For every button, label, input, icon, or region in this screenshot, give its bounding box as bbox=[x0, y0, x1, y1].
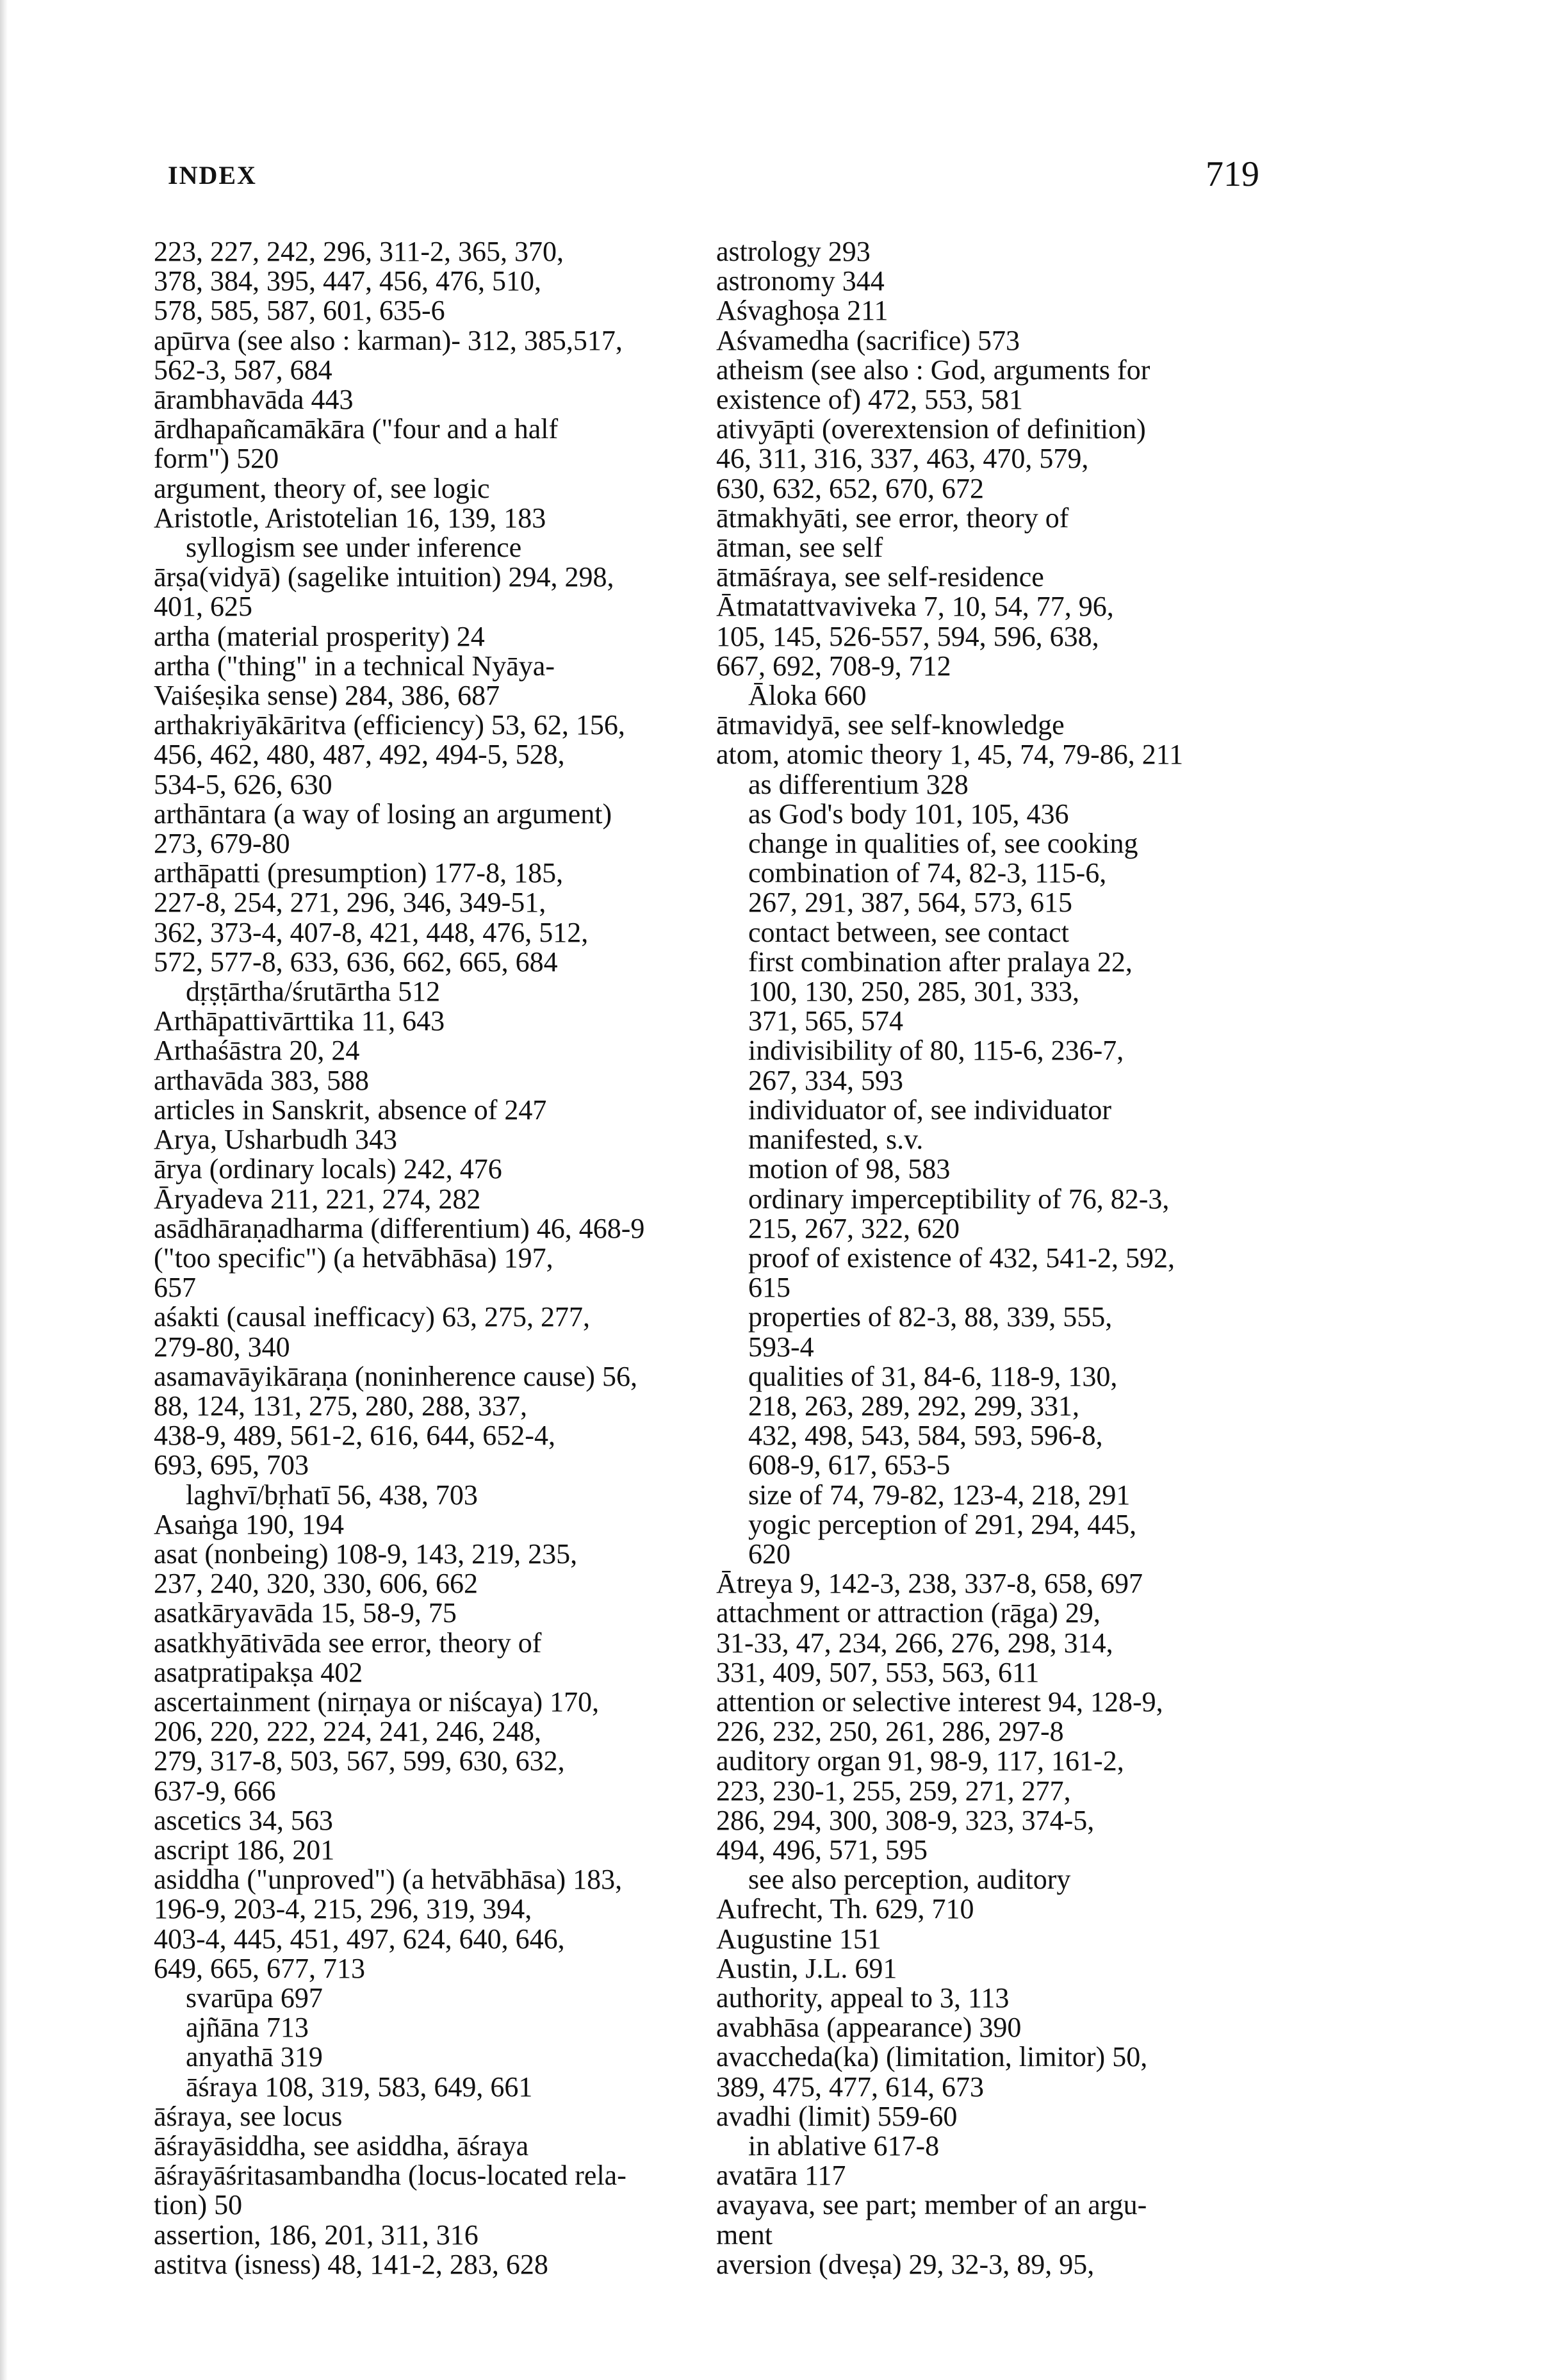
index-entry-line: 649, 665, 677, 713 bbox=[154, 1952, 365, 1984]
index-subentry bbox=[748, 1360, 1280, 1481]
index-entry bbox=[154, 1153, 717, 1185]
index-entry-line: 267, 291, 387, 564, 573, 615 bbox=[748, 887, 1072, 919]
index-entry bbox=[716, 1982, 1280, 2014]
index-entry-line: ārambhavāda 443 bbox=[154, 384, 354, 416]
index-entry bbox=[716, 709, 1280, 741]
index-entry bbox=[154, 1864, 717, 1984]
index-subentry bbox=[748, 946, 1280, 1037]
index-subentry bbox=[748, 680, 1280, 712]
index-entry-line: aśakti (causal inefficacy) 63, 275, 277, bbox=[154, 1301, 590, 1333]
index-entry-line: in ablative 617-8 bbox=[748, 2130, 940, 2162]
index-entry-line: individuator of, see individuator bbox=[748, 1094, 1111, 1126]
index-entry-line: 331, 409, 507, 553, 563, 611 bbox=[716, 1656, 1040, 1688]
index-entry bbox=[154, 1804, 717, 1836]
index-entry-line: anyathā 319 bbox=[186, 2041, 323, 2073]
index-entry-line: Arya, Usharbudh 343 bbox=[154, 1124, 398, 1156]
index-entry bbox=[154, 1538, 717, 1600]
index-entry-line: attention or selective interest 94, 128-9, bbox=[716, 1686, 1163, 1718]
index-entry-line: āśrayāśritasambandha (locus-located rela- bbox=[154, 2160, 626, 2192]
index-entry bbox=[154, 798, 717, 860]
index-entry bbox=[154, 384, 717, 416]
index-entry bbox=[716, 739, 1280, 771]
index-entry-line: ārdhapañcamākāra ("four and a half bbox=[154, 413, 559, 445]
index-entry-line: see also perception, auditory bbox=[748, 1864, 1071, 1896]
index-entry-line: yogic perception of 291, 294, 445, bbox=[748, 1508, 1137, 1540]
index-entry-line: avadhi (limit) 559-60 bbox=[716, 2100, 958, 2132]
index-entry-line: svarūpa 697 bbox=[186, 1982, 323, 2014]
index-subentry bbox=[748, 1479, 1280, 1511]
index-entry-line: 620 bbox=[748, 1538, 790, 1570]
index-subentry bbox=[748, 1035, 1280, 1096]
index-entry-line: ordinary imperceptibility of 76, 82-3, bbox=[748, 1183, 1170, 1215]
index-entry-line: Āryadeva 211, 221, 274, 282 bbox=[154, 1183, 481, 1215]
index-entry-line: existence of) 472, 553, 581 bbox=[716, 384, 1023, 416]
index-entry-line: tion) 50 bbox=[154, 2189, 243, 2221]
index-entry-line: 693, 695, 703 bbox=[154, 1449, 309, 1481]
index-entry-line: auditory organ 91, 98-9, 117, 161-2, bbox=[716, 1745, 1124, 1777]
index-entry-line: contact between, see contact bbox=[748, 916, 1069, 948]
index-entry bbox=[154, 413, 717, 475]
index-entry-line: 223, 227, 242, 296, 311-2, 365, 370, bbox=[154, 236, 564, 267]
index-entry-line: 279, 317-8, 503, 567, 599, 630, 632, bbox=[154, 1745, 565, 1777]
index-entry-line: asat (nonbeing) 108-9, 143, 219, 235, bbox=[154, 1538, 578, 1570]
index-entry-line: qualities of 31, 84-6, 118-9, 130, bbox=[748, 1360, 1118, 1392]
index-subentry bbox=[748, 1508, 1280, 1570]
index-entry bbox=[154, 236, 717, 327]
index-entry bbox=[716, 2189, 1280, 2251]
index-entry bbox=[154, 502, 717, 534]
index-entry-line: asiddha ("unproved") (a hetvābhāsa) 183, bbox=[154, 1864, 623, 1896]
index-subentry bbox=[748, 1094, 1280, 1126]
index-entry-line: Aśvamedha (sacrifice) 573 bbox=[716, 324, 1020, 356]
index-entry bbox=[716, 561, 1280, 593]
index-subentry bbox=[186, 1982, 717, 2014]
index-entry bbox=[716, 532, 1280, 564]
index-entry-line: 438-9, 489, 561-2, 616, 644, 652-4, bbox=[154, 1420, 555, 1452]
index-subentry bbox=[186, 2071, 717, 2103]
index-subentry bbox=[748, 768, 1280, 800]
index-entry bbox=[716, 413, 1280, 504]
index-entry bbox=[154, 1597, 717, 1629]
index-entry-line: ātmāśraya, see self-residence bbox=[716, 561, 1044, 593]
index-subentry bbox=[748, 857, 1280, 919]
index-entry bbox=[716, 1686, 1280, 1748]
index-entry-line: 223, 230-1, 255, 259, 271, 277, bbox=[716, 1775, 1071, 1807]
index-entry-line: 378, 384, 395, 447, 456, 476, 510, bbox=[154, 265, 541, 297]
index-entry-line: āśraya, see locus bbox=[154, 2100, 343, 2132]
index-entry-line: 637-9, 666 bbox=[154, 1775, 276, 1807]
index-entry-line: 286, 294, 300, 308-9, 323, 374-5, bbox=[716, 1804, 1095, 1836]
index-entry bbox=[716, 1923, 1280, 1955]
index-entry-line: 273, 679-80 bbox=[154, 828, 290, 860]
running-header: INDEX bbox=[168, 161, 257, 190]
index-entry bbox=[154, 324, 717, 386]
index-entry-line: proof of existence of 432, 541-2, 592, bbox=[748, 1242, 1175, 1274]
index-entry-line: 432, 498, 543, 584, 593, 596-8, bbox=[748, 1420, 1103, 1452]
index-entry bbox=[716, 2041, 1280, 2103]
index-entry-line: 31-33, 47, 234, 266, 276, 298, 314, bbox=[716, 1627, 1113, 1659]
index-subentry bbox=[186, 976, 717, 1008]
index-entry-line: asatkhyātivāda see error, theory of bbox=[154, 1627, 542, 1659]
index-entry-line: 494, 496, 571, 595 bbox=[716, 1834, 928, 1866]
index-entry bbox=[716, 2160, 1280, 2192]
index-entry bbox=[716, 324, 1280, 356]
index-entry-line: articles in Sanskrit, absence of 247 bbox=[154, 1094, 547, 1126]
index-subentry bbox=[748, 798, 1280, 830]
index-entry-line: avayava, see part; member of an argu- bbox=[716, 2189, 1147, 2221]
index-entry bbox=[154, 561, 717, 623]
index-entry-line: avatāra 117 bbox=[716, 2160, 846, 2192]
index-entry-line: arthakriyākāritva (efficiency) 53, 62, 156, bbox=[154, 709, 625, 741]
index-entry bbox=[716, 591, 1280, 682]
index-entry-line: 105, 145, 526-557, 594, 596, 638, bbox=[716, 620, 1099, 652]
index-entry-line: 593-4 bbox=[748, 1331, 814, 1363]
index-entry bbox=[154, 1656, 717, 1688]
index-entry-line: ascetics 34, 563 bbox=[154, 1804, 333, 1836]
index-entry-line: Augustine 151 bbox=[716, 1923, 881, 1955]
index-entry-line: 401, 625 bbox=[154, 591, 252, 623]
index-subentry bbox=[748, 1301, 1280, 1363]
index-entry-line: Ātreya 9, 142-3, 238, 337-8, 658, 697 bbox=[716, 1568, 1143, 1600]
index-entry-line: 218, 263, 289, 292, 299, 331, bbox=[748, 1390, 1079, 1422]
index-entry bbox=[154, 1124, 717, 1156]
index-entry bbox=[154, 1360, 717, 1481]
index-entry-line: apūrva (see also : karman)- 312, 385,517, bbox=[154, 324, 623, 356]
index-entry bbox=[154, 709, 717, 800]
index-entry-line: 630, 632, 652, 670, 672 bbox=[716, 472, 984, 504]
index-entry-line: ajñāna 713 bbox=[186, 2012, 309, 2044]
index-entry bbox=[716, 265, 1280, 297]
index-entry-line: 226, 232, 250, 261, 286, 297-8 bbox=[716, 1716, 1064, 1748]
index-entry-line: ment bbox=[716, 2219, 773, 2251]
index-entry-line: Aśvaghoṣa 211 bbox=[716, 295, 888, 327]
index-entry bbox=[154, 650, 717, 712]
index-entry-line: aversion (dveṣa) 29, 32-3, 89, 95, bbox=[716, 2248, 1095, 2280]
index-entry bbox=[716, 1952, 1280, 1984]
index-entry bbox=[716, 2100, 1280, 2132]
index-entry-line: 562-3, 587, 684 bbox=[154, 354, 332, 386]
index-entry-line: Asaṅga 190, 194 bbox=[154, 1508, 344, 1540]
index-entry bbox=[154, 472, 717, 504]
index-entry bbox=[716, 295, 1280, 327]
index-subentry bbox=[186, 532, 717, 564]
index-entry-line: 572, 577-8, 633, 636, 662, 665, 684 bbox=[154, 946, 558, 978]
index-entry-line: 227-8, 254, 271, 296, 346, 349-51, bbox=[154, 887, 546, 919]
index-entry-line: Arthaśāstra 20, 24 bbox=[154, 1035, 360, 1067]
index-subentry bbox=[186, 1479, 717, 1511]
index-entry-line: 608-9, 617, 653-5 bbox=[748, 1449, 951, 1481]
index-entry-line: as differentium 328 bbox=[748, 768, 969, 800]
index-subentry bbox=[186, 2041, 717, 2073]
index-entry bbox=[154, 1094, 717, 1126]
index-entry bbox=[716, 1893, 1280, 1925]
index-entry-line: ātmakhyāti, see error, theory of bbox=[716, 502, 1069, 534]
index-entry-line: āśraya 108, 319, 583, 649, 661 bbox=[186, 2071, 533, 2103]
index-entry bbox=[154, 620, 717, 652]
index-entry-line: Arthāpattivārttika 11, 643 bbox=[154, 1005, 445, 1037]
index-subentry bbox=[748, 1864, 1280, 1896]
index-entry-line: astronomy 344 bbox=[716, 265, 885, 297]
index-subentry bbox=[748, 2130, 1280, 2162]
index-entry-line: form") 520 bbox=[154, 443, 279, 475]
index-entry-line: ("too specific") (a hetvābhāsa) 197, bbox=[154, 1242, 553, 1274]
index-entry-line: Aristotle, Aristotelian 16, 139, 183 bbox=[154, 502, 546, 534]
index-entry-line: 403-4, 445, 451, 497, 624, 640, 646, bbox=[154, 1923, 565, 1955]
index-entry bbox=[154, 1627, 717, 1659]
index-subentry bbox=[748, 1124, 1280, 1156]
index-entry-line: size of 74, 79-82, 123-4, 218, 291 bbox=[748, 1479, 1131, 1511]
index-entry bbox=[154, 2100, 717, 2132]
index-entry-line: 237, 240, 320, 330, 606, 662 bbox=[154, 1568, 478, 1600]
index-entry bbox=[716, 502, 1280, 534]
index-entry bbox=[716, 236, 1280, 267]
index-entry-line: Aufrecht, Th. 629, 710 bbox=[716, 1893, 974, 1925]
index-entry-line: ascertainment (nirṇaya or niścaya) 170, bbox=[154, 1686, 600, 1718]
index-entry-line: asatkāryavāda 15, 58-9, 75 bbox=[154, 1597, 457, 1629]
index-entry bbox=[716, 1597, 1280, 1688]
index-entry-line: avabhāsa (appearance) 390 bbox=[716, 2012, 1022, 2044]
index-entry-line: ātman, see self bbox=[716, 532, 883, 564]
index-entry-line: motion of 98, 583 bbox=[748, 1153, 951, 1185]
index-entry-line: 46, 311, 316, 337, 463, 470, 579, bbox=[716, 443, 1089, 475]
index-entry-line: assertion, 186, 201, 311, 316 bbox=[154, 2219, 479, 2251]
index-entry bbox=[154, 1301, 717, 1363]
index-entry bbox=[154, 1183, 717, 1215]
index-entry bbox=[154, 2248, 717, 2280]
index-subentry bbox=[748, 1153, 1280, 1185]
index-column-left bbox=[154, 237, 717, 2279]
index-entry-line: 279-80, 340 bbox=[154, 1331, 290, 1363]
index-entry-line: astitva (isness) 48, 141-2, 283, 628 bbox=[154, 2248, 548, 2280]
index-entry-line: atom, atomic theory 1, 45, 74, 79-86, 211 bbox=[716, 739, 1184, 771]
index-entry-line: ativyāpti (overextension of definition) bbox=[716, 413, 1146, 445]
index-entry-line: 534-5, 626, 630 bbox=[154, 768, 332, 800]
index-entry-line: asatpratipakṣa 402 bbox=[154, 1656, 363, 1688]
index-entry-line: syllogism see under inference bbox=[186, 532, 522, 564]
index-entry-line: asādhāraṇadharma (differentium) 46, 468-9 bbox=[154, 1212, 645, 1244]
index-entry-line: 267, 334, 593 bbox=[748, 1064, 903, 1096]
index-subentry bbox=[186, 2012, 717, 2044]
index-entry-line: artha (material prosperity) 24 bbox=[154, 620, 485, 652]
index-entry-line: asamavāyikāraṇa (noninherence cause) 56, bbox=[154, 1360, 637, 1392]
index-subentry bbox=[748, 828, 1280, 860]
index-entry-line: 578, 585, 587, 601, 635-6 bbox=[154, 295, 445, 327]
index-entry-line: 371, 565, 574 bbox=[748, 1005, 903, 1037]
index-entry bbox=[154, 1212, 717, 1304]
index-entry-line: change in qualities of, see cooking bbox=[748, 828, 1138, 860]
index-entry-line: attachment or attraction (rāga) 29, bbox=[716, 1597, 1101, 1629]
page-binding-edge bbox=[0, 0, 8, 2380]
index-entry-line: ārṣa(vidyā) (sagelike intuition) 294, 298, bbox=[154, 561, 614, 593]
index-entry-line: 389, 475, 477, 614, 673 bbox=[716, 2071, 984, 2103]
index-column-right bbox=[716, 237, 1280, 2279]
index-entry-line: Austin, J.L. 691 bbox=[716, 1952, 897, 1984]
index-entry-line: avaccheda(ka) (limitation, limitor) 50, bbox=[716, 2041, 1148, 2073]
index-entry-line: āśrayāsiddha, see asiddha, āśraya bbox=[154, 2130, 529, 2162]
index-entry-line: 667, 692, 708-9, 712 bbox=[716, 650, 951, 682]
index-entry-line: authority, appeal to 3, 113 bbox=[716, 1982, 1010, 2014]
index-entry-line: artha ("thing" in a technical Nyāya- bbox=[154, 650, 555, 682]
index-entry bbox=[716, 2248, 1280, 2280]
index-entry-line: 100, 130, 250, 285, 301, 333, bbox=[748, 976, 1079, 1008]
index-entry bbox=[154, 1834, 717, 1866]
index-entry-line: laghvī/bṛhatī 56, 438, 703 bbox=[186, 1479, 478, 1511]
index-entry bbox=[154, 1005, 717, 1037]
index-entry-line: 206, 220, 222, 224, 241, 246, 248, bbox=[154, 1716, 541, 1748]
index-entry-line: Ātmatattvaviveka 7, 10, 54, 77, 96, bbox=[716, 591, 1114, 623]
index-subentry bbox=[748, 1183, 1280, 1244]
index-entry-line: manifested, s.v. bbox=[748, 1124, 924, 1156]
index-entry bbox=[154, 1035, 717, 1067]
index-entry-line: arthāntara (a way of losing an argument) bbox=[154, 798, 612, 830]
index-entry-line: arthavāda 383, 588 bbox=[154, 1064, 369, 1096]
index-entry bbox=[716, 1745, 1280, 1866]
index-entry bbox=[154, 1686, 717, 1807]
index-entry bbox=[154, 2160, 717, 2221]
index-entry-line: 196-9, 203-4, 215, 296, 319, 394, bbox=[154, 1893, 532, 1925]
index-entry bbox=[154, 2130, 717, 2162]
index-entry-line: 615 bbox=[748, 1272, 790, 1304]
index-entry-line: Vaiśeṣika sense) 284, 386, 687 bbox=[154, 680, 500, 712]
index-entry-line: arthāpatti (presumption) 177-8, 185, bbox=[154, 857, 564, 889]
index-entry bbox=[154, 1508, 717, 1540]
index-entry-line: argument, theory of, see logic bbox=[154, 472, 490, 504]
index-entry bbox=[716, 1568, 1280, 1600]
index-entry-line: 215, 267, 322, 620 bbox=[748, 1212, 960, 1244]
index-entry-line: 456, 462, 480, 487, 492, 494-5, 528, bbox=[154, 739, 565, 771]
index-entry-line: combination of 74, 82-3, 115-6, bbox=[748, 857, 1107, 889]
index-entry-line: astrology 293 bbox=[716, 236, 871, 267]
index-entry-line: 88, 124, 131, 275, 280, 288, 337, bbox=[154, 1390, 527, 1422]
index-entry-line: as God's body 101, 105, 436 bbox=[748, 798, 1069, 830]
index-entry-line: properties of 82-3, 88, 339, 555, bbox=[748, 1301, 1113, 1333]
index-entry-line: ātmavidyā, see self-knowledge bbox=[716, 709, 1065, 741]
index-entry-line: ārya (ordinary locals) 242, 476 bbox=[154, 1153, 502, 1185]
index-entry-line: 657 bbox=[154, 1272, 196, 1304]
index-entry-line: indivisibility of 80, 115-6, 236-7, bbox=[748, 1035, 1124, 1067]
index-entry bbox=[716, 2012, 1280, 2044]
index-entry-line: 362, 373-4, 407-8, 421, 448, 476, 512, bbox=[154, 916, 589, 948]
index-entry-line: first combination after pralaya 22, bbox=[748, 946, 1133, 978]
index-entry-line: atheism (see also : God, arguments for bbox=[716, 354, 1150, 386]
index-entry-line: dṛṣṭārtha/śrutārtha 512 bbox=[186, 976, 441, 1008]
index-entry bbox=[154, 857, 717, 978]
page-number: 719 bbox=[1206, 154, 1259, 194]
index-subentry bbox=[748, 916, 1280, 948]
index-subentry bbox=[748, 1242, 1280, 1304]
index-entry-line: Āloka 660 bbox=[748, 680, 867, 712]
index-entry bbox=[154, 1064, 717, 1096]
index-entry-line: ascript 186, 201 bbox=[154, 1834, 335, 1866]
index-entry bbox=[154, 2219, 717, 2251]
index-entry bbox=[716, 354, 1280, 416]
